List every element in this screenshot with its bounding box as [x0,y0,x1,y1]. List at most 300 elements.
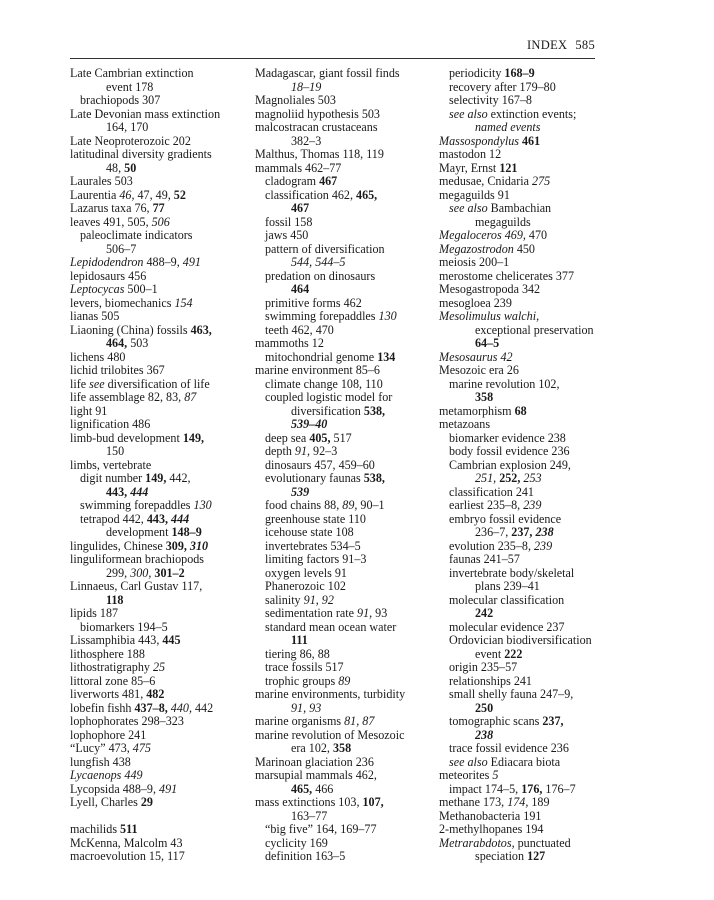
entry-text: event [475,646,505,661]
entry-text: lithosphere 188 [70,646,145,661]
entry-text: 252, [499,471,524,485]
entry-text: 464, [106,336,128,350]
index-entry [439,351,619,365]
entry-text: cyclicity 169 [265,835,328,850]
index-entry [70,715,245,729]
index-entry [70,823,245,837]
entry-text: 503 [127,336,149,350]
index-entry [70,648,245,662]
entry-text: 50 [124,160,137,175]
index-entry [255,67,435,81]
index-continuation [70,121,245,135]
index-entry [439,837,619,851]
index-entry [255,121,435,135]
index-entry [255,796,435,810]
entry-text: teeth 462, 470 [265,322,334,337]
entry-text: magnoliid hypothesis 503 [255,106,380,121]
entry-text: event 178 [106,79,154,94]
entry-text: 437–8, [134,700,168,715]
index-subentry [255,270,435,284]
index-entry [439,310,619,324]
entry-text: lignification 486 [70,417,151,431]
entry-text: 299, [106,565,131,580]
index-subentry [439,553,619,567]
index-subentry [255,499,435,513]
index-subentry [255,297,435,311]
entry-text: lophophorates 298–323 [70,714,184,728]
index-entry [70,270,245,284]
entry-text: Mesosaurus [439,349,498,364]
entry-text: depth [265,444,295,458]
entry-text: jaws 450 [265,228,309,242]
entry-text: Magnoliales 503 [255,93,336,107]
index-subentry [439,499,619,513]
entry-text: leaves 491, 505, [70,214,152,229]
entry-text: mesogloea 239 [439,295,512,310]
entry-text: marine revolution of Mesozoic [255,727,405,742]
entry-text: 154 [174,295,193,310]
entry-text: 77 [152,201,165,215]
entry-text: 467 [319,174,338,188]
index-entry [70,607,245,621]
entry-text: Lyell, Charles [70,795,141,809]
entry-text: 467 [291,201,310,215]
index-continuation [255,742,435,756]
entry-text: 538, [363,403,386,418]
entry-text: 48, [106,160,125,175]
index-subentry [255,675,435,689]
index-subentry [255,661,435,675]
entry-text: see also [449,754,488,769]
index-continuation [439,580,619,594]
entry-text: recovery after 179–80 [449,79,556,94]
index-entry [70,634,245,648]
entry-text: deep sea [265,430,310,445]
header-label: INDEX [526,38,568,52]
entry-text: “big five” 164, 169–77 [265,822,377,836]
entry-text: 301–2 [154,565,185,580]
index-subentry [255,432,435,446]
entry-text: trace fossils 517 [265,660,344,674]
entry-text: selectivity 167–8 [449,93,532,107]
index-subentry [255,648,435,662]
entry-text: lichid trilobites 367 [70,363,165,377]
entry-text: Linnaeus, Carl Gustav 117, [70,579,203,593]
entry-text: icehouse state 108 [265,525,354,539]
index-subentry [439,202,619,216]
index-entry [255,108,435,122]
index-subentry [255,310,435,324]
index-continuation [255,256,435,270]
index-subentry [439,661,619,675]
entry-text: 511 [120,822,138,836]
index-entry [70,540,245,554]
entry-text: marine environment 85–6 [255,363,380,377]
entry-text: exceptional preservation [475,322,594,337]
index-subentry [439,94,619,108]
index-continuation [255,810,435,824]
entry-text: food chains 88, [265,498,343,512]
index-subentry [70,94,245,108]
entry-text: 52 [173,187,186,202]
entry-text: tomographic scans [449,714,543,728]
index-continuation [255,283,435,297]
index-continuation [439,850,619,864]
entry-text: Phanerozoic 102 [265,579,346,593]
entry-text: 81, [344,714,360,728]
entry-text: see also [449,106,488,121]
index-entry [70,364,245,378]
entry-text: 238 [535,525,554,539]
entry-text: 107, [362,795,384,809]
entry-text: 130 [378,309,397,323]
index-subentry [439,783,619,797]
index-continuation [255,418,435,432]
entry-text: 506–7 [106,241,137,256]
index-continuation [255,486,435,500]
index-entry [439,297,619,311]
entry-text: 174, [507,795,529,809]
index-entry [439,405,619,419]
entry-text: lichens 480 [70,349,126,364]
entry-text: 93 [309,700,322,715]
entry-text: marine environments, turbidity [255,687,406,701]
entry-text: Late Devonian mass extinction [70,106,221,121]
index-subentry [439,67,619,81]
entry-text: levers, biomechanics [70,295,175,310]
entry-text: greenhouse state 110 [265,511,366,526]
entry-text: 90–1 [357,498,385,512]
entry-text: Mayr, Ernst [439,160,500,175]
index-subentry [255,324,435,338]
entry-text: 242 [475,606,494,620]
entry-text: 440, [170,700,192,715]
entry-text: 87 [362,714,375,728]
index-entry [70,553,245,567]
entry-text: invertebrates 534–5 [265,538,361,553]
entry-text: 253 [523,471,542,485]
entry-text: Ediacara biota [487,754,561,769]
entry-text: 92–3 [310,444,338,458]
index-entry [70,391,245,405]
entry-text: impact 174–5, [449,781,522,796]
index-entry [255,769,435,783]
entry-text: meiosis 200–1 [439,255,510,269]
index-continuation [70,162,245,176]
entry-text: 130 [193,498,212,512]
index-continuation [255,405,435,419]
entry-text: definition 163–5 [265,849,346,863]
entry-text: Malthus, Thomas 118, 119 [255,147,384,161]
index-subentry [255,472,435,486]
entry-text: limiting factors 91–3 [265,552,367,566]
index-subentry [255,391,435,405]
entry-text: Late Neoproterozoic 202 [70,133,191,148]
entry-text: oxygen levels 91 [265,565,347,580]
entry-text: body fossil evidence 236 [449,444,570,458]
index-subentry [439,688,619,702]
entry-text: 463, [190,322,212,337]
entry-text: Lissamphibia 443, [70,633,163,647]
index-entry [70,67,245,81]
index-entry [255,148,435,162]
entry-text: 238 [475,727,494,742]
index-subentry [439,459,619,473]
entry-text: Laurentia [70,187,120,202]
index-entry [70,189,245,203]
entry-text: 176–7 [542,781,576,796]
index-entry [70,418,245,432]
index-entry [70,108,245,122]
index-subentry [255,243,435,257]
index-continuation [439,472,619,486]
index-entry [70,783,245,797]
entry-text: classification 462, [265,187,357,202]
entry-text: latitudinal diversity gradients [70,147,212,161]
entry-text: Megaloceros [439,228,502,242]
index-subentry [255,823,435,837]
entry-text: 64–5 [475,336,500,350]
entry-text: 46, [119,187,135,202]
entry-text: plans 239–41 [475,579,540,593]
entry-text: invertebrate body/skeletal [449,565,575,580]
entry-text: 25 [152,660,166,674]
entry-text: standard mean ocean water [265,619,397,634]
entry-text: Mesogastropoda 342 [439,282,541,296]
index-entry [70,378,245,392]
index-subentry [255,216,435,230]
entry-text: dinosaurs 457, 459–60 [265,457,375,472]
entry-text: 442 [191,700,214,715]
entry-text: 488–9, [143,255,183,269]
entry-text: Mesozoic era 26 [439,363,519,377]
entry-text: mitochondrial genome [265,349,378,364]
entry-text: 310 [189,538,209,553]
entry-text: 149, [145,471,167,485]
index-continuation [70,486,245,500]
entry-text: limb-bud development [70,430,183,445]
entry-text: named events [475,120,541,134]
index-subentry [439,540,619,554]
index-entry [70,796,245,810]
entry-text: 29 [140,795,153,809]
entry-text: mammals 462–77 [255,160,342,175]
index-entry [70,283,245,297]
entry-text: 164, 170 [106,120,149,134]
entry-text: methane 173, [439,795,508,809]
entry-text: coupled logistic model for [265,390,393,404]
entry-text: 68 [514,403,527,418]
entry-text: Liaoning (China) fossils [70,322,191,337]
index-subentry [439,486,619,500]
entry-text: Madagascar, giant fossil finds [255,66,400,80]
entry-text: climate change 108, 110 [265,376,383,391]
entry-text: salinity [265,592,304,607]
entry-text: life [70,376,90,391]
index-continuation [439,121,619,135]
entry-text: 91, [294,444,311,458]
index-subentry [255,850,435,864]
index-subentry [255,580,435,594]
index-entry [255,364,435,378]
entry-text: 443, [106,484,131,499]
letter-gap [70,810,245,824]
index-column-2 [255,67,435,864]
entry-text: 449 [124,768,143,782]
entry-text: Metrarabdotos, [439,835,515,850]
entry-text: Megazostrodon [439,241,514,256]
entry-text: digit number [80,471,146,485]
index-subentry [255,513,435,527]
index-entry [70,175,245,189]
entry-text: 544, [291,255,313,269]
index-entry [439,229,619,243]
entry-text: mastodon 12 [439,147,502,161]
index-subentry [255,459,435,473]
entry-text: 464 [291,282,310,296]
index-entry [439,162,619,176]
entry-text: 469, [504,228,526,242]
index-entry [70,688,245,702]
index-entry [439,135,619,149]
index-subentry [255,189,435,203]
index-entry [70,324,245,338]
entry-text: embryo fossil evidence [449,511,562,526]
index-subentry [439,513,619,527]
index-continuation [255,81,435,95]
index-entry [70,310,245,324]
entry-text: 121 [499,160,518,175]
index-entry [70,148,245,162]
entry-text: diversification [291,403,364,418]
index-continuation [255,135,435,149]
entry-text: 251, [475,471,497,485]
entry-text: 89 [338,673,351,688]
index-subentry [255,378,435,392]
entry-text: earliest 235–8, [449,498,524,512]
index-subentry [255,594,435,608]
index-subentry [70,229,245,243]
index-entry [255,688,435,702]
index-entry [70,850,245,864]
index-entry [255,729,435,743]
entry-text: merostome chelicerates 377 [439,268,574,283]
entry-text: primitive forms 462 [265,295,362,310]
index-entry [439,175,619,189]
index-subentry [255,175,435,189]
entry-text: Ordovician biodiversification [449,633,592,647]
index-continuation [70,81,245,95]
index-subentry [439,445,619,459]
entry-text: trace fossil evidence 236 [449,741,569,755]
index-entry [255,94,435,108]
entry-text: see [89,376,105,391]
entry-text: relationships 241 [449,673,532,688]
entry-text: origin 235–57 [449,660,518,674]
entry-text: 517 [330,430,352,445]
entry-text: sedimentation rate [265,606,358,620]
entry-text: Laurales 503 [70,174,133,188]
index-continuation [70,445,245,459]
entry-text: periodicity [449,66,505,80]
entry-text: medusae, Cnidaria [439,174,533,188]
index-subentry [439,621,619,635]
entry-text: Cambrian explosion 249, [449,457,571,472]
entry-text: 91, [303,592,319,607]
entry-text: 176, [521,781,543,796]
entry-text: Massospondylus [439,133,519,148]
index-subentry [255,553,435,567]
entry-text: Lepidodendron [70,255,144,269]
entry-text: 150 [106,444,125,458]
index-subentry [439,715,619,729]
entry-text: 237, [511,525,536,539]
index-entry [70,729,245,743]
entry-text: 239 [534,538,553,553]
entry-text: molecular classification [449,592,565,607]
entry-text: 539 [291,484,310,499]
index-subentry [439,675,619,689]
entry-text: megaguilds 91 [439,187,510,202]
entry-text: punctuated [514,835,571,850]
index-entry [70,351,245,365]
entry-text: biomarkers 194–5 [80,619,168,634]
index-subentry [255,526,435,540]
index-entry [439,256,619,270]
index-subentry [255,445,435,459]
entry-text: 444 [130,484,149,499]
entry-text: macroevolution 15, 117 [70,849,185,863]
entry-text: 2-methylhopanes 194 [439,822,544,836]
entry-text: limbs, vertebrate [70,457,152,472]
index-continuation [255,702,435,716]
entry-text: mammoths 12 [255,336,324,350]
index-entry [439,418,619,432]
index-entry [70,135,245,149]
index-continuation [255,634,435,648]
index-continuation [70,526,245,540]
entry-text: 445 [162,633,181,647]
index-entry [70,661,245,675]
entry-text: 149, [182,430,205,445]
index-continuation [439,702,619,716]
entry-text: 93 [372,606,388,620]
index-entry [70,202,245,216]
entry-text: predation on dinosaurs [265,268,376,283]
index-entry [439,270,619,284]
index-entry [255,162,435,176]
entry-text: McKenna, Malcolm 43 [70,835,183,850]
entry-text: 189 [528,795,550,809]
entry-text: Lazarus taxa 76, [70,201,153,215]
entry-text: 237, [542,714,564,728]
entry-text: light 91 [70,403,108,418]
index-subentry [439,742,619,756]
entry-text: 358 [332,741,352,755]
index-subentry [439,594,619,608]
entry-text: 466 [312,781,334,796]
entry-text: see also [449,201,488,215]
entry-text: evolution 235–8, [449,538,534,553]
entry-text: 465, [291,781,313,796]
entry-text: 134 [377,349,396,364]
index-subentry [255,567,435,581]
index-subentry [70,513,245,527]
index-entry [255,756,435,770]
index-continuation [439,324,619,338]
page-number: 585 [575,38,595,52]
entry-text: 91, [357,606,373,620]
